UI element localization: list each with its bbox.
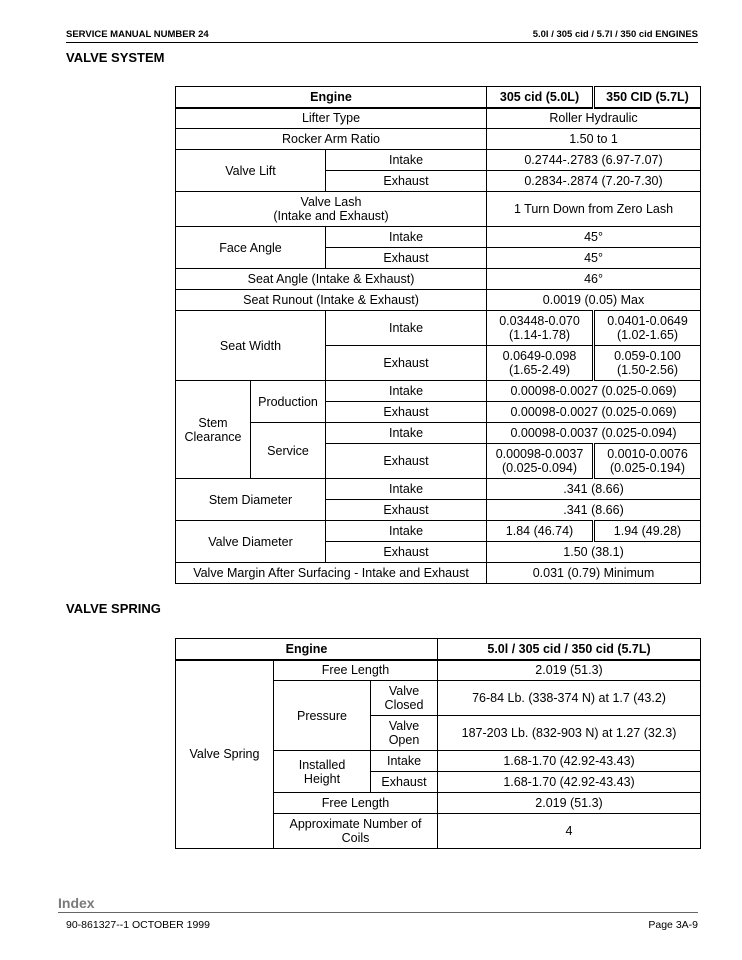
cell-value: 1.68-1.70 (42.92-43.43) [438,772,701,793]
label-line: Height [303,771,341,786]
cell-sublabel [371,716,438,751]
cell-label [176,381,251,479]
cell-sublabel: Intake [326,423,487,444]
cell-value: 1.68-1.70 (42.92-43.43) [438,751,701,772]
cell-value: 0.0019 (0.05) Max [487,290,701,311]
cell-value: 1.50 to 1 [487,129,701,150]
value-line: 0.059-0.100 [614,349,681,363]
cell-sublabel: Exhaust [326,542,487,563]
table-row [176,311,701,346]
table-row [176,227,701,248]
table-row [176,87,701,108]
header-engines: 5.0l / 305 cid / 5.7l / 350 cid ENGINES [532,29,698,40]
value-line: 0.03448-0.070 [499,314,580,328]
cell-label: Free Length [274,793,438,814]
cell-label: Valve Lift [176,150,326,192]
cell-label: Valve Margin After Surfacing - Intake and Exhaust [176,563,487,584]
cell-sublabel: Exhaust [326,444,487,479]
cell-value: 46° [487,269,701,290]
label-line: Open [388,733,420,747]
cell-value [487,311,594,346]
cell-sublabel: Intake [326,521,487,542]
cell-value: 4 [438,814,701,849]
table-row [176,269,701,290]
value-line: (0.025-0.194) [609,461,686,475]
cell-value: Roller Hydraulic [487,108,701,129]
stem-line-1: Stem [198,415,228,430]
cell-label: Seat Angle (Intake & Exhaust) [176,269,487,290]
cell-value: 2.019 (51.3) [438,660,701,681]
cell-sublabel: Intake [326,311,487,346]
cell-label: Stem Diameter [176,479,326,521]
header-spec: 5.0l / 305 cid / 350 cid (5.7L) [438,639,701,660]
value-line: (1.50-2.56) [616,363,679,377]
header-engine: Engine [176,87,487,108]
cell-label: Rocker Arm Ratio [176,129,487,150]
cell-value: 1 Turn Down from Zero Lash [487,192,701,227]
table-row [176,381,701,402]
cell-label [274,751,371,793]
cell-label: Service [251,423,326,479]
label-line: Coils [341,831,370,845]
cell-value: 187-203 Lb. (832-903 N) at 1.27 (32.3) [438,716,701,751]
value-line: 0.0401-0.0649 [607,314,688,328]
table-row [176,660,701,681]
cell-value: 45° [487,227,701,248]
table-row [176,521,701,542]
cell-value: 0.2744-.2783 (6.97-7.07) [487,150,701,171]
cell-sublabel: Exhaust [326,500,487,521]
header-manual: SERVICE MANUAL NUMBER 24 [66,29,209,40]
table-row [176,639,701,660]
header-305: 305 cid (5.0L) [487,87,594,108]
table-row [176,479,701,500]
lash-line-2: (Intake and Exhaust) [273,209,389,223]
page-header [66,29,698,43]
label-line: Valve [388,684,420,698]
cell-label: Valve Spring [176,660,274,849]
cell-value: 0.00098-0.0027 (0.025-0.069) [487,381,701,402]
page-footer [66,919,698,931]
cell-value: 45° [487,248,701,269]
header-350: 350 CID (5.7L) [594,87,701,108]
cell-label: Seat Width [176,311,326,381]
valve-system-table [175,86,701,584]
section-title-valve-system: VALVE SYSTEM [66,50,165,65]
index-link[interactable]: Index [58,895,95,911]
page-number: Page 3A-9 [648,919,698,931]
cell-value: 0.031 (0.79) Minimum [487,563,701,584]
cell-value: 1.50 (38.1) [487,542,701,563]
cell-sublabel: Intake [326,479,487,500]
label-line: Valve [388,719,420,733]
lash-line-1: Valve Lash [300,195,362,209]
value-line: (1.02-1.65) [616,328,679,342]
cell-value [594,311,701,346]
cell-label: Face Angle [176,227,326,269]
footer-divider [58,912,698,913]
table-row [176,108,701,129]
cell-label: Seat Runout (Intake & Exhaust) [176,290,487,311]
cell-value: 0.00098-0.0037 (0.025-0.094) [487,423,701,444]
table-row [176,129,701,150]
cell-sublabel: Intake [326,227,487,248]
cell-sublabel [371,681,438,716]
table-row [176,563,701,584]
value-line: (1.65-2.49) [508,363,571,377]
cell-value: 1.84 (46.74) [487,521,594,542]
value-line: 0.0010-0.0076 [607,447,688,461]
value-line: 0.00098-0.0037 [495,447,584,461]
cell-label: Production [251,381,326,423]
table-row [176,423,701,444]
cell-value: 0.00098-0.0027 (0.025-0.069) [487,402,701,423]
cell-sublabel: Exhaust [326,248,487,269]
cell-sublabel: Exhaust [326,346,487,381]
cell-value: 76-84 Lb. (338-374 N) at 1.7 (43.2) [438,681,701,716]
cell-value: 2.019 (51.3) [438,793,701,814]
cell-sublabel: Intake [326,150,487,171]
cell-value: .341 (8.66) [487,479,701,500]
header-engine: Engine [176,639,438,660]
cell-sublabel: Intake [371,751,438,772]
section-title-valve-spring: VALVE SPRING [66,601,161,616]
table-row [176,192,701,227]
cell-value: 0.2834-.2874 (7.20-7.30) [487,171,701,192]
cell-sublabel: Exhaust [326,402,487,423]
label-line: Approximate Number of [289,817,422,831]
cell-sublabel: Exhaust [326,171,487,192]
label-line: Closed [384,698,424,712]
cell-value [594,346,701,381]
label-line: Installed [298,757,346,772]
value-line: 0.0649-0.098 [502,349,577,363]
cell-label [274,814,438,849]
value-line: (1.14-1.78) [508,328,571,342]
cell-label: Free Length [274,660,438,681]
stem-line-2: Clearance [184,429,242,444]
cell-label: Lifter Type [176,108,487,129]
document-number: 90-861327--1 OCTOBER 1999 [66,919,210,931]
cell-value [487,346,594,381]
cell-label: Valve Diameter [176,521,326,563]
cell-sublabel: Exhaust [371,772,438,793]
cell-value [487,444,594,479]
cell-label [176,192,487,227]
value-line: (0.025-0.094) [501,461,578,475]
valve-spring-table [175,638,701,849]
cell-value: 1.94 (49.28) [594,521,701,542]
table-row [176,290,701,311]
table-row [176,150,701,171]
cell-label: Pressure [274,681,371,751]
cell-sublabel: Intake [326,381,487,402]
cell-value: .341 (8.66) [487,500,701,521]
cell-value [594,444,701,479]
